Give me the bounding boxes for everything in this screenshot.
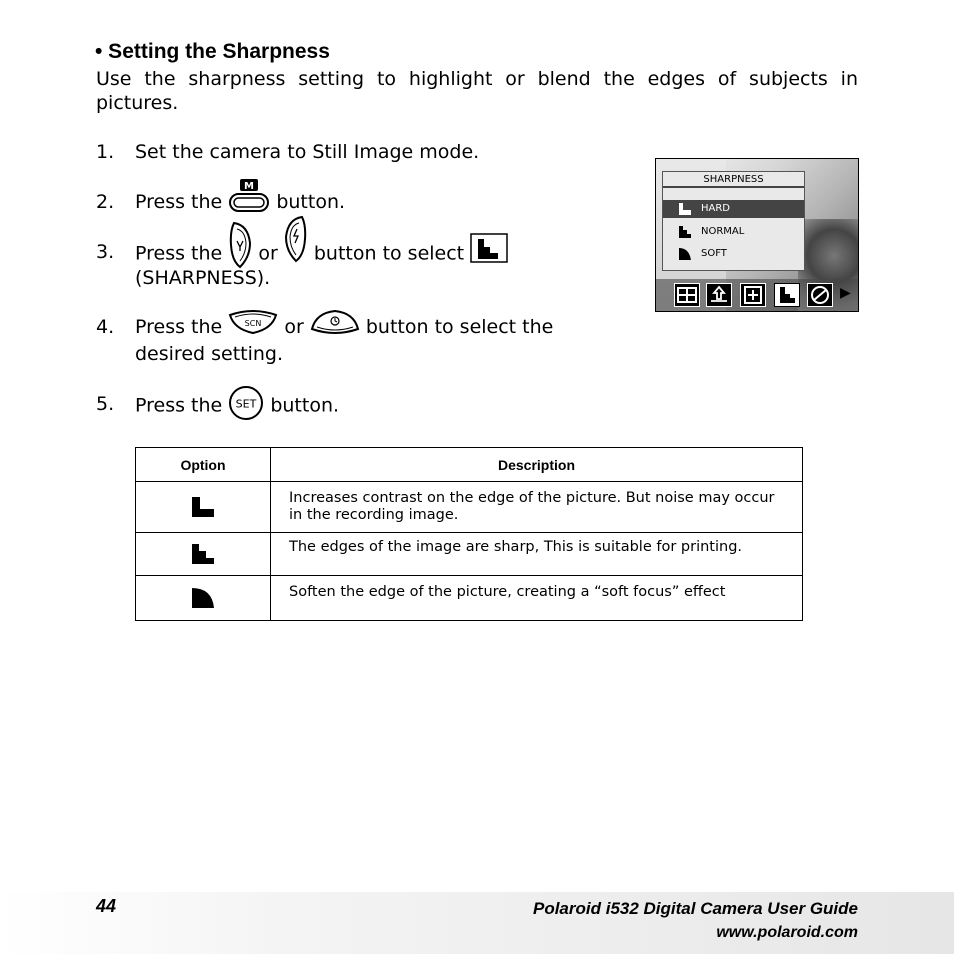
sharpness-normal-icon: [678, 225, 692, 239]
scn-left-button-icon: [228, 309, 278, 335]
menu-item-normal[interactable]: [663, 223, 804, 241]
header-description: Description: [271, 448, 803, 482]
step-number: 3.: [96, 241, 115, 263]
step-line2: desired setting.: [135, 343, 284, 365]
header-option: Option: [136, 448, 271, 482]
flash-up-button-icon: [284, 215, 308, 263]
step-or: or: [284, 316, 304, 338]
table-row: [136, 533, 803, 576]
sharpness-menu: [662, 171, 805, 271]
set-button-icon: [228, 385, 264, 421]
step-number: 5.: [96, 393, 115, 415]
step-text: [135, 180, 346, 215]
step-or: or: [258, 242, 278, 265]
intro-paragraph: Use the sharpness setting to highlight or blend the edges of subjects in pictures.: [96, 68, 858, 114]
step-line2: (SHARPNESS).: [135, 267, 271, 289]
step-number: 4.: [96, 316, 115, 338]
sharpness-hard-icon: [190, 495, 216, 519]
option-cell: [136, 533, 271, 576]
sharpness-normal-icon: [190, 542, 216, 566]
step-3: [96, 214, 636, 290]
macro-down-button-icon: [228, 221, 252, 269]
step-1: [96, 139, 636, 165]
menu-item-label: NORMAL: [701, 226, 745, 237]
next-arrow-icon[interactable]: ▶: [840, 285, 851, 301]
menu-title: SHARPNESS: [663, 173, 804, 188]
lcd-screenshot: [655, 158, 859, 312]
sharpness-options-table: [135, 447, 803, 621]
footer-url[interactable]: www.polaroid.com: [716, 924, 858, 941]
table-header-row: [136, 448, 803, 482]
menu-item-hard[interactable]: [663, 200, 804, 218]
step-pre: Press the: [135, 316, 223, 338]
step-pre: Press the: [135, 191, 223, 213]
step-text: [135, 314, 553, 340]
lcd-icon-bar: [656, 279, 858, 311]
table-row: [136, 576, 803, 621]
table-row: [136, 482, 803, 533]
menu-item-soft[interactable]: [663, 245, 804, 263]
step-4: [96, 313, 636, 367]
step-number: 1.: [96, 141, 115, 163]
set-button-label: SET: [235, 397, 257, 411]
step-pre: Press the: [135, 394, 223, 417]
option-cell: [136, 482, 271, 533]
description-cell: Soften the edge of the picture, creating a “soft focus” effect: [271, 576, 803, 621]
quality-icon[interactable]: [706, 283, 732, 307]
sharpness-menu-icon: [470, 233, 508, 263]
menu-item-label: SOFT: [701, 248, 727, 259]
section-heading: • Setting the Sharpness: [95, 40, 330, 63]
step-post: button to select the: [365, 316, 554, 338]
step-text: [135, 391, 339, 421]
step-post: button to select: [313, 242, 465, 265]
exposure-icon[interactable]: [740, 283, 766, 307]
effect-icon[interactable]: [807, 283, 833, 307]
menu-item-label: HARD: [701, 203, 731, 214]
description-cell: Increases contrast on the edge of the picture. But noise may occur in the recording image.: [271, 482, 803, 533]
size-icon[interactable]: [674, 283, 700, 307]
sharpness-soft-icon: [678, 247, 692, 261]
step-post: button.: [276, 191, 346, 213]
sharpness-hard-icon: [678, 202, 692, 216]
page-number: 44: [96, 896, 117, 916]
step-post: button.: [270, 394, 340, 417]
menu-button-icon: [228, 179, 270, 213]
scn-button-label: SCN: [244, 318, 262, 328]
selftimer-right-button-icon: [310, 309, 360, 335]
step-number: 2.: [96, 191, 115, 213]
step-pre: Press the: [135, 242, 223, 265]
step-text: Set the camera to Still Image mode.: [135, 141, 480, 163]
sharpness-soft-icon: [190, 586, 216, 610]
menu-button-label: M: [244, 180, 255, 192]
option-cell: [136, 576, 271, 621]
step-5: [96, 391, 636, 421]
sharpness-icon[interactable]: [774, 283, 800, 307]
footer-title: Polaroid i532 Digital Camera User Guide: [532, 899, 858, 918]
description-cell: The edges of the image are sharp, This is suitable for printing.: [271, 533, 803, 576]
